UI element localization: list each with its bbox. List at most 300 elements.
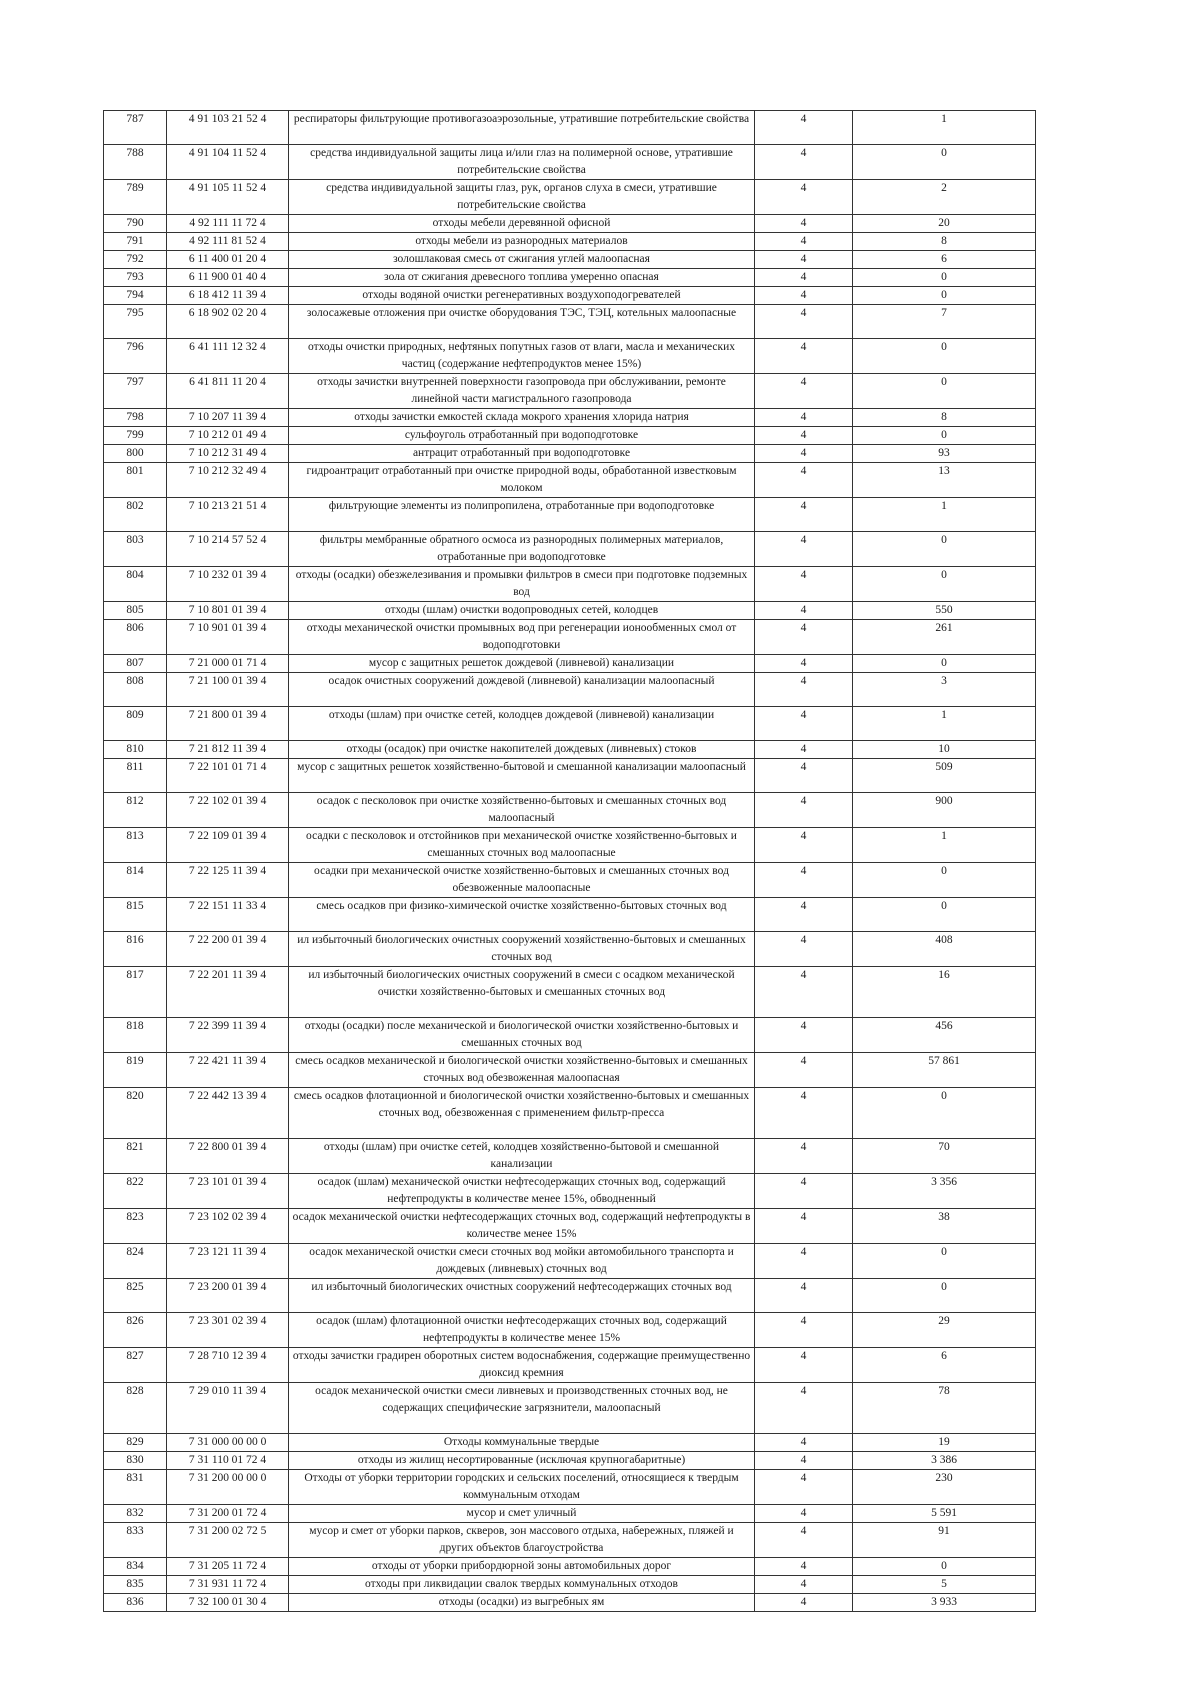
quantity-cell: 900 bbox=[853, 793, 1036, 828]
hazard-class-cell: 4 bbox=[755, 305, 853, 339]
waste-code-cell: 4 91 104 11 52 4 bbox=[167, 145, 289, 180]
quantity-cell: 0 bbox=[853, 145, 1036, 180]
waste-code-cell: 7 32 100 01 30 4 bbox=[167, 1594, 289, 1612]
hazard-class-cell: 4 bbox=[755, 655, 853, 673]
table-row bbox=[104, 932, 1036, 967]
table-row bbox=[104, 793, 1036, 828]
quantity-cell: 91 bbox=[853, 1523, 1036, 1558]
waste-code-cell: 7 31 205 11 72 4 bbox=[167, 1558, 289, 1576]
row-number-cell: 816 bbox=[104, 932, 167, 967]
row-number-cell: 835 bbox=[104, 1576, 167, 1594]
hazard-class-cell: 4 bbox=[755, 233, 853, 251]
waste-name-cell: антрацит отработанный при водоподготовке bbox=[289, 445, 755, 463]
row-number-cell: 797 bbox=[104, 374, 167, 409]
quantity-cell: 5 bbox=[853, 1576, 1036, 1594]
hazard-class-cell: 4 bbox=[755, 1209, 853, 1244]
hazard-class-cell: 4 bbox=[755, 707, 853, 741]
row-number-cell: 813 bbox=[104, 828, 167, 863]
table-row bbox=[104, 532, 1036, 567]
waste-code-cell: 7 23 121 11 39 4 bbox=[167, 1244, 289, 1279]
hazard-class-cell: 4 bbox=[755, 898, 853, 932]
table-row bbox=[104, 1209, 1036, 1244]
hazard-class-cell: 4 bbox=[755, 1088, 853, 1139]
quantity-cell: 29 bbox=[853, 1313, 1036, 1348]
waste-name-cell: зола от сжигания древесного топлива умеренно опасная bbox=[289, 269, 755, 287]
row-number-cell: 790 bbox=[104, 215, 167, 233]
hazard-class-cell: 4 bbox=[755, 215, 853, 233]
quantity-cell: 3 356 bbox=[853, 1174, 1036, 1209]
quantity-cell: 8 bbox=[853, 233, 1036, 251]
table-row bbox=[104, 215, 1036, 233]
waste-code-cell: 7 10 212 01 49 4 bbox=[167, 427, 289, 445]
table-row bbox=[104, 1558, 1036, 1576]
waste-name-cell: отходы (осадки) из выгребных ям bbox=[289, 1594, 755, 1612]
table-row bbox=[104, 1139, 1036, 1174]
hazard-class-cell: 4 bbox=[755, 145, 853, 180]
waste-name-cell: отходы при ликвидации свалок твердых коммунальных отходов bbox=[289, 1576, 755, 1594]
table-row bbox=[104, 673, 1036, 707]
table-row bbox=[104, 409, 1036, 427]
waste-code-cell: 6 18 902 02 20 4 bbox=[167, 305, 289, 339]
waste-code-cell: 7 10 214 57 52 4 bbox=[167, 532, 289, 567]
waste-code-cell: 7 21 000 01 71 4 bbox=[167, 655, 289, 673]
row-number-cell: 831 bbox=[104, 1470, 167, 1505]
waste-name-cell: смесь осадков флотационной и биологической очистки хозяйственно-бытовых и смешанных сточных вод, обезвоженная с применением фильтр-пресса bbox=[289, 1088, 755, 1139]
hazard-class-cell: 4 bbox=[755, 1348, 853, 1383]
table-row bbox=[104, 967, 1036, 1018]
row-number-cell: 830 bbox=[104, 1452, 167, 1470]
hazard-class-cell: 4 bbox=[755, 1174, 853, 1209]
quantity-cell: 16 bbox=[853, 967, 1036, 1018]
waste-code-cell: 4 92 111 81 52 4 bbox=[167, 233, 289, 251]
table-row bbox=[104, 145, 1036, 180]
waste-name-cell: отходы зачистки емкостей склада мокрого хранения хлорида натрия bbox=[289, 409, 755, 427]
quantity-cell: 0 bbox=[853, 567, 1036, 602]
row-number-cell: 804 bbox=[104, 567, 167, 602]
row-number-cell: 828 bbox=[104, 1383, 167, 1434]
waste-name-cell: отходы (осадки) обезжелезивания и промывки фильтров в смеси при подготовке подземных вод bbox=[289, 567, 755, 602]
table-row bbox=[104, 898, 1036, 932]
row-number-cell: 801 bbox=[104, 463, 167, 498]
quantity-cell: 0 bbox=[853, 374, 1036, 409]
waste-code-cell: 7 22 200 01 39 4 bbox=[167, 932, 289, 967]
table-row bbox=[104, 1279, 1036, 1313]
hazard-class-cell: 4 bbox=[755, 532, 853, 567]
waste-name-cell: мусор с защитных решеток хозяйственно-бытовой и смешанной канализации малоопасный bbox=[289, 759, 755, 793]
waste-code-cell: 7 23 200 01 39 4 bbox=[167, 1279, 289, 1313]
hazard-class-cell: 4 bbox=[755, 1505, 853, 1523]
table-row bbox=[104, 741, 1036, 759]
row-number-cell: 825 bbox=[104, 1279, 167, 1313]
row-number-cell: 820 bbox=[104, 1088, 167, 1139]
quantity-cell: 3 bbox=[853, 673, 1036, 707]
table-row bbox=[104, 1348, 1036, 1383]
quantity-cell: 3 933 bbox=[853, 1594, 1036, 1612]
hazard-class-cell: 4 bbox=[755, 1139, 853, 1174]
table-row bbox=[104, 1470, 1036, 1505]
waste-name-cell: осадок механической очистки смеси сточных вод мойки автомобильного транспорта и дождевых (ливневых) сточных вод bbox=[289, 1244, 755, 1279]
hazard-class-cell: 4 bbox=[755, 463, 853, 498]
waste-name-cell: осадки при механической очистке хозяйственно-бытовых и смешанных сточных вод обезвоженные малоопасные bbox=[289, 863, 755, 898]
row-number-cell: 802 bbox=[104, 498, 167, 532]
table-row bbox=[104, 111, 1036, 145]
row-number-cell: 826 bbox=[104, 1313, 167, 1348]
waste-code-cell: 7 10 213 21 51 4 bbox=[167, 498, 289, 532]
table-row bbox=[104, 339, 1036, 374]
waste-name-cell: осадок с песколовок при очистке хозяйственно-бытовых и смешанных сточных вод малоопасный bbox=[289, 793, 755, 828]
row-number-cell: 789 bbox=[104, 180, 167, 215]
waste-code-cell: 7 31 110 01 72 4 bbox=[167, 1452, 289, 1470]
waste-code-cell: 7 31 000 00 00 0 bbox=[167, 1434, 289, 1452]
quantity-cell: 93 bbox=[853, 445, 1036, 463]
hazard-class-cell: 4 bbox=[755, 180, 853, 215]
row-number-cell: 800 bbox=[104, 445, 167, 463]
waste-name-cell: отходы (осадок) при очистке накопителей дождевых (ливневых) стоков bbox=[289, 741, 755, 759]
row-number-cell: 833 bbox=[104, 1523, 167, 1558]
waste-name-cell: средства индивидуальной защиты лица и/или глаз на полимерной основе, утратившие потребительские свойства bbox=[289, 145, 755, 180]
table-row bbox=[104, 1434, 1036, 1452]
waste-code-cell: 7 22 201 11 39 4 bbox=[167, 967, 289, 1018]
hazard-class-cell: 4 bbox=[755, 1279, 853, 1313]
table-row bbox=[104, 269, 1036, 287]
hazard-class-cell: 4 bbox=[755, 567, 853, 602]
waste-name-cell: фильтрующие элементы из полипропилена, отработанные при водоподготовке bbox=[289, 498, 755, 532]
row-number-cell: 811 bbox=[104, 759, 167, 793]
table-row bbox=[104, 759, 1036, 793]
table-row bbox=[104, 655, 1036, 673]
hazard-class-cell: 4 bbox=[755, 287, 853, 305]
waste-name-cell: золосажевые отложения при очистке оборудования ТЭС, ТЭЦ, котельных малоопасные bbox=[289, 305, 755, 339]
quantity-cell: 0 bbox=[853, 287, 1036, 305]
hazard-class-cell: 4 bbox=[755, 1523, 853, 1558]
waste-name-cell: отходы мебели деревянной офисной bbox=[289, 215, 755, 233]
hazard-class-cell: 4 bbox=[755, 374, 853, 409]
table-row bbox=[104, 1505, 1036, 1523]
quantity-cell: 3 386 bbox=[853, 1452, 1036, 1470]
waste-code-cell: 7 10 212 32 49 4 bbox=[167, 463, 289, 498]
table-row bbox=[104, 498, 1036, 532]
waste-name-cell: отходы зачистки градирен оборотных систем водоснабжения, содержащие преимущественно диоксид кремния bbox=[289, 1348, 755, 1383]
quantity-cell: 0 bbox=[853, 532, 1036, 567]
waste-code-cell: 7 23 301 02 39 4 bbox=[167, 1313, 289, 1348]
quantity-cell: 10 bbox=[853, 741, 1036, 759]
quantity-cell: 1 bbox=[853, 828, 1036, 863]
hazard-class-cell: 4 bbox=[755, 1558, 853, 1576]
waste-code-cell: 7 10 212 31 49 4 bbox=[167, 445, 289, 463]
quantity-cell: 1 bbox=[853, 111, 1036, 145]
waste-name-cell: респираторы фильтрующие противогазоаэрозольные, утратившие потребительские свойства bbox=[289, 111, 755, 145]
row-number-cell: 832 bbox=[104, 1505, 167, 1523]
waste-code-cell: 7 21 800 01 39 4 bbox=[167, 707, 289, 741]
quantity-cell: 261 bbox=[853, 620, 1036, 655]
table-row bbox=[104, 1174, 1036, 1209]
waste-name-cell: осадок механической очистки смеси ливневых и производственных сточных вод, не содержащих специфические загрязнители, малоопасный bbox=[289, 1383, 755, 1434]
hazard-class-cell: 4 bbox=[755, 1452, 853, 1470]
waste-name-cell: отходы (шлам) очистки водопроводных сетей, колодцев bbox=[289, 602, 755, 620]
hazard-class-cell: 4 bbox=[755, 620, 853, 655]
table-row bbox=[104, 445, 1036, 463]
hazard-class-cell: 4 bbox=[755, 1053, 853, 1088]
quantity-cell: 8 bbox=[853, 409, 1036, 427]
table-row bbox=[104, 707, 1036, 741]
waste-name-cell: отходы из жилищ несортированные (исключая крупногабаритные) bbox=[289, 1452, 755, 1470]
waste-code-cell: 7 10 232 01 39 4 bbox=[167, 567, 289, 602]
quantity-cell: 78 bbox=[853, 1383, 1036, 1434]
waste-code-cell: 7 22 421 11 39 4 bbox=[167, 1053, 289, 1088]
table-row bbox=[104, 463, 1036, 498]
row-number-cell: 805 bbox=[104, 602, 167, 620]
waste-code-cell: 7 31 200 01 72 4 bbox=[167, 1505, 289, 1523]
quantity-cell: 2 bbox=[853, 180, 1036, 215]
table-row bbox=[104, 427, 1036, 445]
quantity-cell: 0 bbox=[853, 339, 1036, 374]
table-row bbox=[104, 1383, 1036, 1434]
quantity-cell: 57 861 bbox=[853, 1053, 1036, 1088]
waste-code-cell: 7 10 207 11 39 4 bbox=[167, 409, 289, 427]
waste-code-cell: 7 22 125 11 39 4 bbox=[167, 863, 289, 898]
waste-code-cell: 7 22 109 01 39 4 bbox=[167, 828, 289, 863]
hazard-class-cell: 4 bbox=[755, 967, 853, 1018]
quantity-cell: 0 bbox=[853, 655, 1036, 673]
table-row bbox=[104, 1594, 1036, 1612]
hazard-class-cell: 4 bbox=[755, 759, 853, 793]
quantity-cell: 6 bbox=[853, 1348, 1036, 1383]
row-number-cell: 807 bbox=[104, 655, 167, 673]
table-row bbox=[104, 1523, 1036, 1558]
waste-code-cell: 4 91 105 11 52 4 bbox=[167, 180, 289, 215]
quantity-cell: 0 bbox=[853, 898, 1036, 932]
table-row bbox=[104, 1244, 1036, 1279]
waste-code-cell: 7 31 200 00 00 0 bbox=[167, 1470, 289, 1505]
waste-code-cell: 7 10 801 01 39 4 bbox=[167, 602, 289, 620]
row-number-cell: 829 bbox=[104, 1434, 167, 1452]
waste-name-cell: мусор и смет уличный bbox=[289, 1505, 755, 1523]
hazard-class-cell: 4 bbox=[755, 1383, 853, 1434]
waste-name-cell: отходы (шлам) при очистке сетей, колодцев дождевой (ливневой) канализации bbox=[289, 707, 755, 741]
table-row bbox=[104, 620, 1036, 655]
hazard-class-cell: 4 bbox=[755, 498, 853, 532]
waste-code-cell: 7 21 812 11 39 4 bbox=[167, 741, 289, 759]
waste-name-cell: смесь осадков при физико-химической очистке хозяйственно-бытовых сточных вод bbox=[289, 898, 755, 932]
hazard-class-cell: 4 bbox=[755, 427, 853, 445]
waste-name-cell: отходы (шлам) при очистке сетей, колодцев хозяйственно-бытовой и смешанной канализации bbox=[289, 1139, 755, 1174]
row-number-cell: 809 bbox=[104, 707, 167, 741]
hazard-class-cell: 4 bbox=[755, 1470, 853, 1505]
waste-name-cell: отходы мебели из разнородных материалов bbox=[289, 233, 755, 251]
hazard-class-cell: 4 bbox=[755, 445, 853, 463]
waste-code-cell: 6 18 412 11 39 4 bbox=[167, 287, 289, 305]
table-row bbox=[104, 1452, 1036, 1470]
waste-code-cell: 7 22 800 01 39 4 bbox=[167, 1139, 289, 1174]
hazard-class-cell: 4 bbox=[755, 793, 853, 828]
quantity-cell: 5 591 bbox=[853, 1505, 1036, 1523]
quantity-cell: 0 bbox=[853, 269, 1036, 287]
hazard-class-cell: 4 bbox=[755, 828, 853, 863]
hazard-class-cell: 4 bbox=[755, 1576, 853, 1594]
waste-name-cell: отходы очистки природных, нефтяных попутных газов от влаги, масла и механических частиц (содержание нефтепродуктов менее 15%) bbox=[289, 339, 755, 374]
quantity-cell: 0 bbox=[853, 863, 1036, 898]
quantity-cell: 0 bbox=[853, 1279, 1036, 1313]
table-row bbox=[104, 1053, 1036, 1088]
quantity-cell: 70 bbox=[853, 1139, 1036, 1174]
quantity-cell: 0 bbox=[853, 1088, 1036, 1139]
hazard-class-cell: 4 bbox=[755, 409, 853, 427]
quantity-cell: 6 bbox=[853, 251, 1036, 269]
quantity-cell: 550 bbox=[853, 602, 1036, 620]
waste-code-cell: 7 22 399 11 39 4 bbox=[167, 1018, 289, 1053]
waste-name-cell: осадок (шлам) флотационной очистки нефтесодержащих сточных вод, содержащий нефтепродукты в количестве менее 15% bbox=[289, 1313, 755, 1348]
quantity-cell: 456 bbox=[853, 1018, 1036, 1053]
waste-code-cell: 7 31 200 02 72 5 bbox=[167, 1523, 289, 1558]
row-number-cell: 836 bbox=[104, 1594, 167, 1612]
table-row bbox=[104, 251, 1036, 269]
waste-name-cell: Отходы от уборки территории городских и сельских поселений, относящиеся к твердым коммунальным отходам bbox=[289, 1470, 755, 1505]
table-row bbox=[104, 305, 1036, 339]
waste-code-cell: 7 31 931 11 72 4 bbox=[167, 1576, 289, 1594]
hazard-class-cell: 4 bbox=[755, 932, 853, 967]
row-number-cell: 821 bbox=[104, 1139, 167, 1174]
hazard-class-cell: 4 bbox=[755, 1018, 853, 1053]
hazard-class-cell: 4 bbox=[755, 602, 853, 620]
waste-code-cell: 7 22 151 11 33 4 bbox=[167, 898, 289, 932]
row-number-cell: 803 bbox=[104, 532, 167, 567]
table-row bbox=[104, 567, 1036, 602]
waste-name-cell: золошлаковая смесь от сжигания углей малоопасная bbox=[289, 251, 755, 269]
waste-name-cell: фильтры мембранные обратного осмоса из разнородных полимерных материалов, отработанные при водоподготовке bbox=[289, 532, 755, 567]
waste-name-cell: ил избыточный биологических очистных сооружений в смеси с осадком механической очистки хозяйственно-бытовых и смешанных сточных вод bbox=[289, 967, 755, 1018]
waste-name-cell: отходы механической очистки промывных вод при регенерации ионообменных смол от водоподготовки bbox=[289, 620, 755, 655]
row-number-cell: 806 bbox=[104, 620, 167, 655]
hazard-class-cell: 4 bbox=[755, 1244, 853, 1279]
row-number-cell: 796 bbox=[104, 339, 167, 374]
row-number-cell: 819 bbox=[104, 1053, 167, 1088]
waste-name-cell: мусор с защитных решеток дождевой (ливневой) канализации bbox=[289, 655, 755, 673]
row-number-cell: 794 bbox=[104, 287, 167, 305]
hazard-class-cell: 4 bbox=[755, 339, 853, 374]
waste-name-cell: отходы зачистки внутренней поверхности газопровода при обслуживании, ремонте линейной части магистрального газопровода bbox=[289, 374, 755, 409]
waste-table bbox=[103, 110, 1036, 1612]
quantity-cell: 509 bbox=[853, 759, 1036, 793]
row-number-cell: 793 bbox=[104, 269, 167, 287]
quantity-cell: 7 bbox=[853, 305, 1036, 339]
hazard-class-cell: 4 bbox=[755, 1594, 853, 1612]
waste-name-cell: отходы водяной очистки регенеративных воздухоподогревателей bbox=[289, 287, 755, 305]
quantity-cell: 408 bbox=[853, 932, 1036, 967]
row-number-cell: 822 bbox=[104, 1174, 167, 1209]
quantity-cell: 0 bbox=[853, 427, 1036, 445]
row-number-cell: 792 bbox=[104, 251, 167, 269]
waste-code-cell: 6 11 400 01 20 4 bbox=[167, 251, 289, 269]
waste-code-cell: 6 41 811 11 20 4 bbox=[167, 374, 289, 409]
row-number-cell: 795 bbox=[104, 305, 167, 339]
waste-name-cell: осадок (шлам) механической очистки нефтесодержащих сточных вод, содержащий нефтепродукты в количестве менее 15%, обводненный bbox=[289, 1174, 755, 1209]
row-number-cell: 799 bbox=[104, 427, 167, 445]
quantity-cell: 38 bbox=[853, 1209, 1036, 1244]
hazard-class-cell: 4 bbox=[755, 1313, 853, 1348]
table-row bbox=[104, 1576, 1036, 1594]
hazard-class-cell: 4 bbox=[755, 1434, 853, 1452]
waste-name-cell: гидроантрацит отработанный при очистке природной воды, обработанной известковым молоком bbox=[289, 463, 755, 498]
waste-code-cell: 4 91 103 21 52 4 bbox=[167, 111, 289, 145]
table-row bbox=[104, 180, 1036, 215]
waste-code-cell: 7 28 710 12 39 4 bbox=[167, 1348, 289, 1383]
row-number-cell: 815 bbox=[104, 898, 167, 932]
table-row bbox=[104, 374, 1036, 409]
waste-name-cell: ил избыточный биологических очистных сооружений нефтесодержащих сточных вод bbox=[289, 1279, 755, 1313]
waste-name-cell: Отходы коммунальные твердые bbox=[289, 1434, 755, 1452]
hazard-class-cell: 4 bbox=[755, 269, 853, 287]
hazard-class-cell: 4 bbox=[755, 111, 853, 145]
waste-name-cell: средства индивидуальной защиты глаз, рук, органов слуха в смеси, утратившие потребительские свойства bbox=[289, 180, 755, 215]
waste-name-cell: мусор и смет от уборки парков, скверов, зон массового отдыха, набережных, пляжей и других объектов благоустройства bbox=[289, 1523, 755, 1558]
row-number-cell: 818 bbox=[104, 1018, 167, 1053]
row-number-cell: 817 bbox=[104, 967, 167, 1018]
waste-code-cell: 7 29 010 11 39 4 bbox=[167, 1383, 289, 1434]
waste-name-cell: осадок очистных сооружений дождевой (ливневой) канализации малоопасный bbox=[289, 673, 755, 707]
waste-name-cell: отходы (осадки) после механической и биологической очистки хозяйственно-бытовых и смешанных сточных вод bbox=[289, 1018, 755, 1053]
quantity-cell: 13 bbox=[853, 463, 1036, 498]
row-number-cell: 808 bbox=[104, 673, 167, 707]
row-number-cell: 810 bbox=[104, 741, 167, 759]
waste-code-cell: 7 22 101 01 71 4 bbox=[167, 759, 289, 793]
row-number-cell: 791 bbox=[104, 233, 167, 251]
waste-name-cell: смесь осадков механической и биологической очистки хозяйственно-бытовых и смешанных сточных вод обезвоженная малоопасная bbox=[289, 1053, 755, 1088]
table-row bbox=[104, 1088, 1036, 1139]
row-number-cell: 827 bbox=[104, 1348, 167, 1383]
waste-name-cell: осадки с песколовок и отстойников при механической очистке хозяйственно-бытовых и смешанных сточных вод малоопасные bbox=[289, 828, 755, 863]
waste-code-cell: 7 23 102 02 39 4 bbox=[167, 1209, 289, 1244]
quantity-cell: 0 bbox=[853, 1558, 1036, 1576]
waste-code-cell: 6 11 900 01 40 4 bbox=[167, 269, 289, 287]
row-number-cell: 814 bbox=[104, 863, 167, 898]
table-row bbox=[104, 233, 1036, 251]
quantity-cell: 1 bbox=[853, 498, 1036, 532]
hazard-class-cell: 4 bbox=[755, 251, 853, 269]
quantity-cell: 0 bbox=[853, 1244, 1036, 1279]
quantity-cell: 230 bbox=[853, 1470, 1036, 1505]
waste-name-cell: осадок механической очистки нефтесодержащих сточных вод, содержащий нефтепродукты в количестве менее 15% bbox=[289, 1209, 755, 1244]
row-number-cell: 824 bbox=[104, 1244, 167, 1279]
hazard-class-cell: 4 bbox=[755, 863, 853, 898]
waste-table-body bbox=[104, 111, 1036, 1612]
waste-code-cell: 7 10 901 01 39 4 bbox=[167, 620, 289, 655]
quantity-cell: 1 bbox=[853, 707, 1036, 741]
quantity-cell: 20 bbox=[853, 215, 1036, 233]
waste-code-cell: 7 23 101 01 39 4 bbox=[167, 1174, 289, 1209]
waste-code-cell: 4 92 111 11 72 4 bbox=[167, 215, 289, 233]
quantity-cell: 19 bbox=[853, 1434, 1036, 1452]
row-number-cell: 812 bbox=[104, 793, 167, 828]
waste-name-cell: отходы от уборки прибордюрной зоны автомобильных дорог bbox=[289, 1558, 755, 1576]
row-number-cell: 834 bbox=[104, 1558, 167, 1576]
waste-name-cell: сульфоуголь отработанный при водоподготовке bbox=[289, 427, 755, 445]
table-row bbox=[104, 287, 1036, 305]
table-row bbox=[104, 1018, 1036, 1053]
hazard-class-cell: 4 bbox=[755, 741, 853, 759]
row-number-cell: 823 bbox=[104, 1209, 167, 1244]
table-row bbox=[104, 863, 1036, 898]
hazard-class-cell: 4 bbox=[755, 673, 853, 707]
row-number-cell: 787 bbox=[104, 111, 167, 145]
table-row bbox=[104, 602, 1036, 620]
waste-code-cell: 7 22 442 13 39 4 bbox=[167, 1088, 289, 1139]
waste-code-cell: 7 21 100 01 39 4 bbox=[167, 673, 289, 707]
waste-name-cell: ил избыточный биологических очистных сооружений хозяйственно-бытовых и смешанных сточных вод bbox=[289, 932, 755, 967]
table-row bbox=[104, 828, 1036, 863]
row-number-cell: 798 bbox=[104, 409, 167, 427]
waste-code-cell: 7 22 102 01 39 4 bbox=[167, 793, 289, 828]
table-row bbox=[104, 1313, 1036, 1348]
